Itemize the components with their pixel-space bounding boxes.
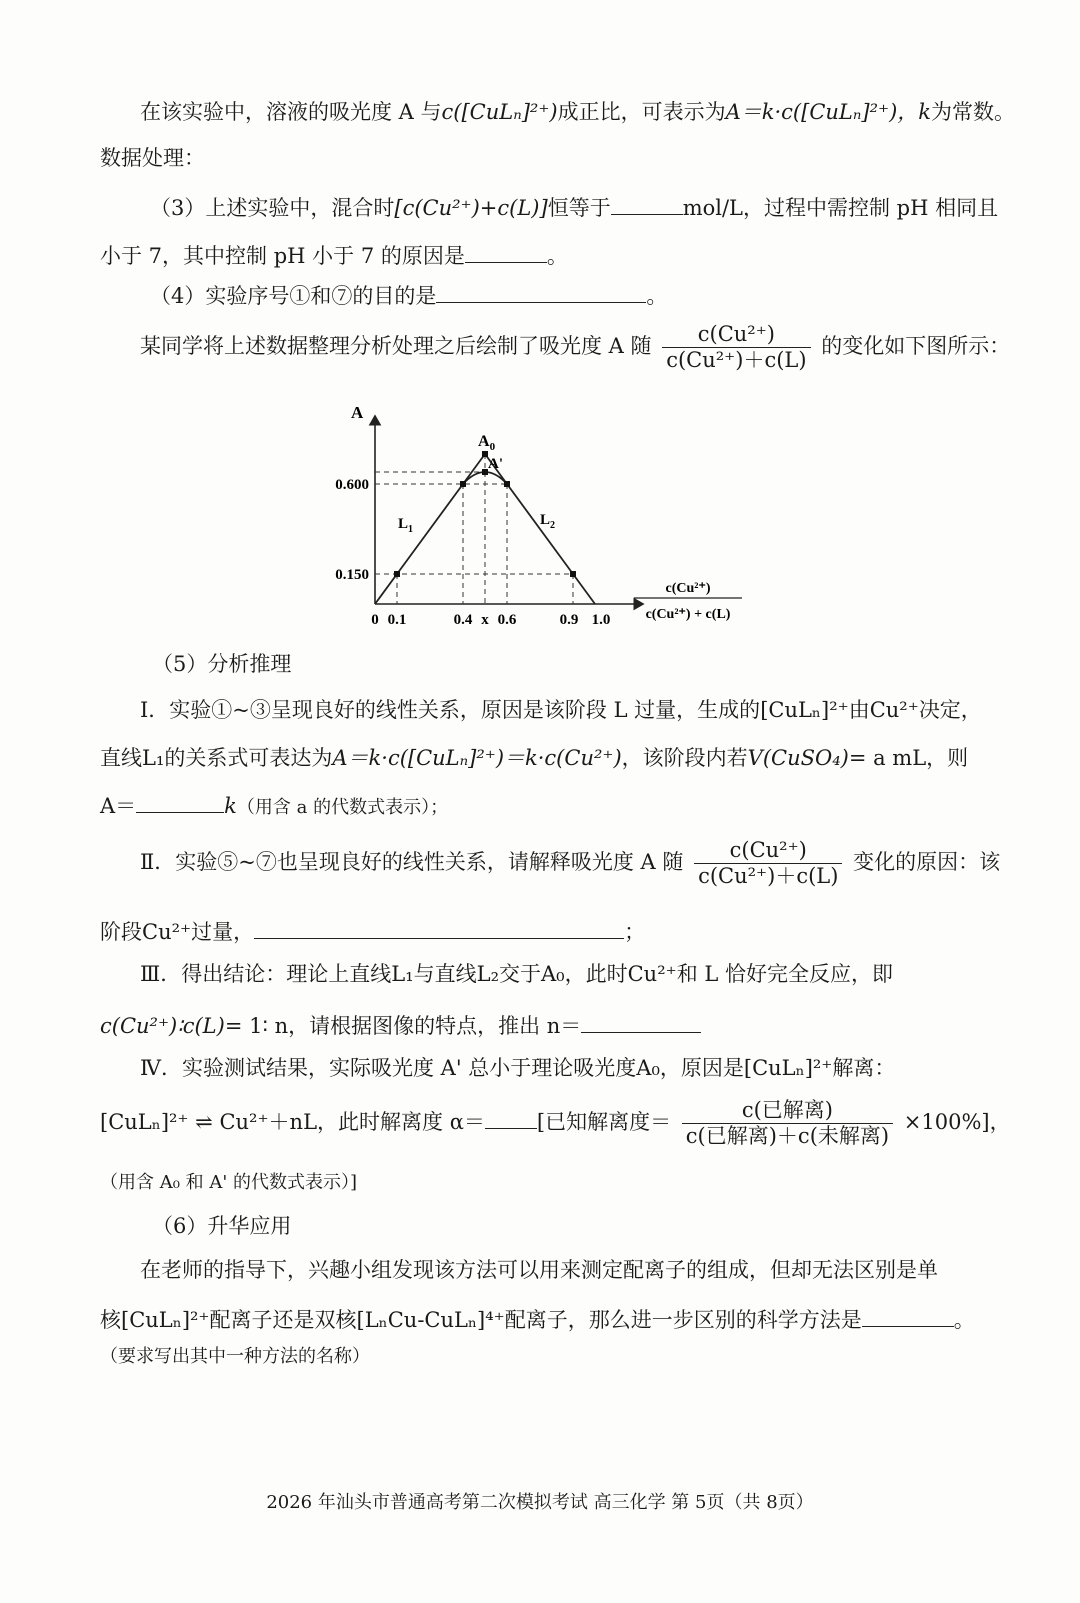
- x-tick-label: 0.6: [497, 612, 517, 628]
- text: Ⅳ．实验测试结果，实际吸光度 A' 总小于理论吸光度: [140, 1056, 637, 1080]
- text: 在老师的指导下，兴趣小组发现该方法可以用来测定配离子的组成，但却无法区别是单: [140, 1258, 938, 1282]
- text: Ⅲ．得出结论：理论上直线: [140, 962, 392, 986]
- part-IV-line-2: [100, 1098, 1011, 1149]
- y-axis-label: A: [351, 403, 364, 422]
- formula: [CuLₙ]²⁺: [743, 1056, 833, 1080]
- part-III-line-2: [100, 1010, 701, 1039]
- data-point: [394, 571, 400, 577]
- text: 交于: [499, 962, 542, 986]
- question-3: [150, 192, 998, 221]
- L1-label: $L_1$: [398, 516, 414, 535]
- series-line-2: [485, 454, 595, 604]
- text: 配离子还是双核: [209, 1308, 357, 1333]
- formula: A₀: [636, 1056, 660, 1080]
- text: A＝: [100, 794, 137, 819]
- text: 决定，: [918, 698, 982, 722]
- fraction-denominator: c(Cu²⁺)＋c(L): [666, 348, 807, 373]
- formula: L₂: [476, 962, 500, 986]
- x-axis-label-numerator: c(Cu²⁺): [665, 581, 711, 596]
- text: 解离：: [832, 1056, 896, 1080]
- answer-blank[interactable]: [436, 280, 646, 303]
- text: （用含 A₀ 和 A' 的代数式表示）]: [100, 1172, 358, 1193]
- text: 某同学将上述数据整理分析处理之后绘制了吸光度 A 随: [140, 334, 652, 359]
- text: 的变化如下图所示：: [821, 334, 1011, 359]
- answer-blank[interactable]: [254, 916, 624, 939]
- part-III: [140, 962, 893, 987]
- text: 数据处理：: [100, 146, 205, 170]
- x-tick-label: 0.4: [453, 612, 473, 628]
- formula: A₀: [541, 962, 565, 986]
- ratio-fraction: [662, 322, 810, 373]
- formula: [c(Cu²⁺)+c(L)]: [394, 196, 548, 221]
- text: mol/L，过程中需控制 pH 相同且: [682, 196, 999, 221]
- text: 小于 7，其中控制 pH 小于 7 的原因是: [100, 244, 465, 269]
- formula: [LₙCu-CuLₙ]⁴⁺: [356, 1308, 505, 1333]
- series-line-1: [375, 454, 485, 604]
- formula: A＝k·c([CuLₙ]²⁺)，k: [725, 100, 931, 124]
- text-line-1: [140, 100, 1015, 125]
- question-5-heading: [152, 652, 291, 677]
- text: 与直线: [413, 962, 477, 986]
- text: = a mL，则: [848, 746, 969, 770]
- text: ×100%]，: [903, 1110, 1011, 1135]
- formula: Cu²⁺: [627, 962, 677, 986]
- text: 和 L 恰好完全反应，即: [676, 962, 894, 986]
- formula: V(CuSO₄): [747, 746, 849, 770]
- application-line-1: [140, 1258, 938, 1283]
- text: ，该阶段内若: [621, 746, 748, 770]
- graph-intro: [140, 322, 1010, 373]
- answer-blank[interactable]: [485, 1106, 537, 1129]
- A0-label: $A_0$: [478, 433, 496, 453]
- fraction-numerator: c(已解离): [682, 1098, 893, 1124]
- text: 。: [646, 284, 668, 309]
- part-I-line-2: [100, 746, 968, 771]
- text: 。: [546, 244, 568, 269]
- text: 在该实验中，溶液的吸光度 A 与: [140, 100, 442, 124]
- text: ，此时: [564, 962, 628, 986]
- application-note: [100, 1346, 370, 1368]
- x-tick-label: 0: [371, 612, 379, 628]
- x-tick-label: 1.0: [591, 612, 611, 628]
- text: 直线: [100, 746, 142, 770]
- formula: c([CuLₙ]²⁺): [441, 100, 558, 124]
- page-footer: 2026 年汕头市普通高考第二次模拟考试 高三化学 第 5页（共 8页）: [266, 1492, 814, 1513]
- answer-blank[interactable]: [581, 1010, 701, 1033]
- x-tick-label: x: [481, 612, 489, 628]
- text: 核: [100, 1308, 121, 1333]
- text: 变化的原因：该: [853, 850, 1001, 875]
- fraction-denominator: c(Cu²⁺)＋c(L): [698, 864, 839, 889]
- answer-blank[interactable]: [136, 790, 224, 813]
- text: 配离子，那么进一步区别的科学方法是: [504, 1308, 862, 1333]
- text: （5）分析推理: [152, 652, 292, 676]
- part-II: [140, 838, 1000, 889]
- answer-blank[interactable]: [465, 240, 547, 263]
- formula: L₁: [142, 746, 165, 770]
- x-tick-label: 0.9: [559, 612, 579, 628]
- formula: [CuLₙ]²⁺: [121, 1308, 210, 1333]
- answer-blank[interactable]: [862, 1304, 954, 1327]
- fraction-numerator: c(Cu²⁺): [694, 838, 842, 864]
- absorbance-graph: [318, 398, 778, 638]
- formula: [CuLₙ]²⁺ ⇌ Cu²⁺＋nL: [100, 1110, 318, 1135]
- formula: A＝k·c([CuLₙ]²⁺)＝k·c(Cu²⁺): [332, 746, 622, 770]
- part-IV-note: [100, 1172, 357, 1194]
- text: 阶段: [100, 920, 142, 945]
- answer-blank[interactable]: [611, 192, 683, 215]
- y-tick-label: 0.150: [335, 567, 369, 583]
- formula: [CuLₙ]²⁺: [760, 698, 849, 722]
- data-point: [504, 481, 510, 487]
- data-point: [460, 481, 466, 487]
- text: 恒等于: [547, 196, 611, 221]
- L2-label: $L_2$: [540, 512, 556, 531]
- text: 的关系式可表达为: [164, 746, 333, 770]
- text: 为常数。: [931, 100, 1015, 124]
- text: Ⅰ．实验①~③呈现良好的线性关系，原因是该阶段 L 过量，生成的: [140, 698, 761, 722]
- text: （要求写出其中一种方法的名称）: [100, 1346, 370, 1367]
- text: = 1∶ n，请根据图像的特点，推出 n＝: [224, 1014, 582, 1039]
- formula: k: [224, 794, 237, 819]
- text: 。: [953, 1308, 975, 1333]
- x-axis-label-denominator: c(Cu²⁺) + c(L): [645, 607, 731, 622]
- text: Ⅱ．实验⑤~⑦也呈现良好的线性关系，请解释吸光度 A 随: [140, 850, 684, 875]
- formula: c(Cu²⁺)∶c(L): [100, 1014, 225, 1039]
- text: （3）上述实验中，混合时: [150, 196, 395, 221]
- text-line-2: [100, 146, 205, 171]
- part-I: [140, 698, 982, 723]
- formula: Cu²⁺: [869, 698, 919, 722]
- x-tick-label: 0.1: [387, 612, 407, 628]
- question-6-heading: [152, 1214, 291, 1239]
- A-prime-label: A': [488, 456, 503, 472]
- fraction-denominator: c(已解离)＋c(未解离): [685, 1124, 890, 1149]
- question-3-cont: [100, 240, 568, 269]
- application-line-2: [100, 1304, 975, 1333]
- text: （4）实验序号①和⑦的目的是: [150, 284, 437, 309]
- formula: L₁: [391, 962, 414, 986]
- fraction-numerator: c(Cu²⁺): [662, 322, 810, 348]
- data-point: [570, 571, 576, 577]
- dissociation-fraction: [682, 1098, 893, 1149]
- question-4: [150, 280, 667, 309]
- text: ；: [624, 920, 646, 945]
- text: 由: [848, 698, 870, 722]
- formula: Cu²⁺: [142, 920, 192, 945]
- text: 成正比，可表示为: [557, 100, 726, 124]
- text: 过量，: [191, 920, 255, 945]
- text: [已知解离度＝: [536, 1110, 672, 1135]
- ratio-fraction: [694, 838, 842, 889]
- text: （6）升华应用: [152, 1214, 292, 1238]
- y-tick-label: 0.600: [335, 477, 369, 493]
- text: ，原因是: [659, 1056, 744, 1080]
- part-II-line-2: [100, 916, 645, 945]
- text: ，此时解离度 α＝: [317, 1110, 485, 1135]
- part-I-line-3: [100, 790, 448, 819]
- text: （用含 a 的代数式表示）；: [236, 797, 449, 819]
- part-IV: [140, 1056, 895, 1081]
